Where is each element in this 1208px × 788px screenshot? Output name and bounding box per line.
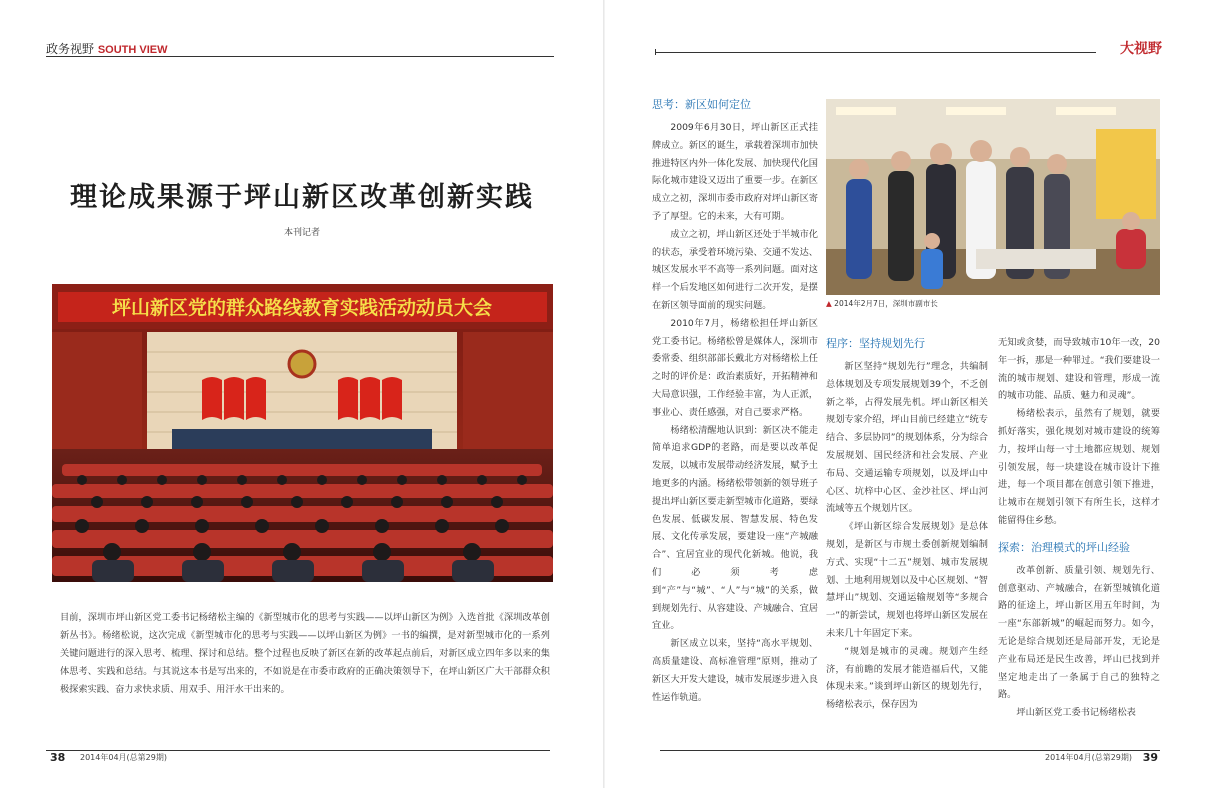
- article-title: 理论成果源于坪山新区改革创新实践: [70, 182, 534, 213]
- issue-info-right: 2014年04月(总第29期): [1045, 753, 1132, 762]
- paragraph: 改革创新、质量引领、规划先行、创意驱动、产城融合，在新型城镇化道路的征途上，坪山新区用五年时间，为一座“东部新城”的崛起而努力。如今，无论是综合规划还是局部开发，无论是产业布局还是民生改善，坪山已找到并坚定地走出了一条属于自己的独特之路。: [998, 564, 1160, 701]
- paragraph: 2010年7月，杨绪松担任坪山新区党工委书记。杨绪松曾是媒体人，深圳市委常委、组织部部长戴北方对杨绪松上任之时的评价是：政治素质好，开拓精神和大局意识强，工作经验丰富，为人正派，事业心、责任感强，对自己要求严格。: [652, 317, 818, 418]
- paragraph: 成立之初，坪山新区还处于半城市化的状态，承受着环境污染、交通不发达、城区发展水平不高等一系列问题。面对这样一个后发地区如何进行二次开发，是摆在新区领导面前的现实问题。: [652, 228, 818, 311]
- right-page: [604, 0, 1208, 788]
- paragraph: 杨绪松表示，虽然有了规划，就要抓好落实，强化规划对城市建设的统筹力，按坪山每一寸土地都应规划、规划引领发展，每一块建设在城市设计下推进，每一个项目都在创意引领下推进，让城市在规划引领下有所生长，这样才能留得住乡愁。: [998, 408, 1160, 526]
- paragraph: 无知或贪婪，而导致城市10年一改，20年一拆，那是一种罪过。“我们要建设一流的城市规划、建设和管理，形成一流的城市功能、品质、魅力和灵魂”。: [998, 337, 1160, 402]
- section-header: [46, 40, 168, 57]
- paragraph: 坪山新区党工委书记杨绪松表: [1016, 707, 1136, 719]
- paragraph: 2009年6月30日，坪山新区正式挂牌成立。新区的诞生，承载着深圳市加快推进特区内外一体化发展、加快现代化国际化城市建设又迈出了重要一步。在新区成立之初，深圳市委市政府对坪山新区寄予了厚望。它的未来，大有可期。: [652, 122, 818, 222]
- caption-text: 2014年2月7日，深圳市副市长: [834, 299, 938, 308]
- section-heading: 探索：治理模式的坪山经验: [998, 540, 1130, 554]
- conference-hall-illustration: [52, 284, 553, 582]
- page-number-right: 39: [1142, 751, 1158, 764]
- footer-rule: [46, 750, 550, 751]
- section-title-right: 大视野: [1120, 41, 1162, 57]
- header-rule: [656, 52, 1096, 53]
- paragraph: 杨绪松清醒地认识到：新区决不能走简单追求GDP的老路，而是要以改革促发展，以城市发展带动经济发展，赋予土地更多的内涵。杨绪松带领新的领导班子提出坪山新区要走新型城市化道路，要绿色发展、低碳发展、智慧发展、特色发展、文化传承发展，要建设一座“产城融合”、宜居宜业的现代化新城。他说，我们必须考虑到“产”与“城”、“人”与“城”的关系，做到规划先行、从容建设、产城融合、宜居宜业。: [652, 424, 818, 632]
- section-heading: 程序：坚持规划先行: [826, 337, 925, 350]
- banner-text: 坪山新区党的群众路线教育实践活动动员大会: [111, 297, 493, 319]
- paragraph: 新区成立以来，坚持“高水平规划、高质量建设、高标准管理”原则，推动了新区大开发大建设，城市发展逐步进入良性运作轨道。: [652, 638, 818, 703]
- paragraph: “规划是城市的灵魂。规划产生经济，有前瞻的发展才能造福后代，又能体现未来。”谈到坪山新区的规划先行，杨绪松表示，保存因为: [826, 645, 988, 711]
- header-rule: [46, 56, 554, 57]
- page-number-left: 38: [50, 751, 66, 764]
- section-heading: 思考：新区如何定位: [652, 98, 751, 111]
- footer-rule: [660, 750, 1160, 751]
- visit-scene-illustration: [826, 99, 1160, 295]
- article-byline: 本刊记者: [283, 228, 320, 238]
- photo-caption: [826, 298, 1160, 309]
- text-column-3: [998, 334, 1160, 745]
- paragraph: 新区坚持“规划先行”理念，共编制总体规划及专项发展规划39个，不乏创新之举，占得发展先机。坪山新区相关规划专家介绍，坪山目前已经建立“统专结合、多层协同”的规划体系，分为综合发展规划、国民经济和社会发展、产业布局、交通运输专项规划，以及坪山中心区、坑梓中心区、金沙社区、坪山河流域等五个规划片区。: [826, 361, 988, 515]
- section-header-right: [1120, 38, 1162, 58]
- text-column-2: [826, 334, 988, 745]
- paragraph: 《坪山新区综合发展规划》是总体规划，是新区与市规土委创新规划编制方式、实现“十二五”规划、城市发展规划、土地利用规划以及中心区规划、“智慧坪山”规划、交通运输规划等“多规合一”的新尝试，规划也将坪山新区发展在未来几十年固定下来。: [826, 521, 988, 639]
- section-title: 政务视野: [46, 42, 95, 56]
- issue-info-left: 2014年04月(总第29期): [80, 753, 167, 762]
- article-intro: 目前，深圳市坪山新区党工委书记杨绪松主编的《新型城市化的思考与实践——以坪山新区为例》入选首批《深圳改革创新丛书》。杨绪松说，这次完成《新型城市化的思考与实践——以坪山新区为例》一书的编撰，是对新型城市化的一系列关键问题进行的深入思考、梳理、探讨和总结。整个过程也反映了新区在新的改革起点前后，对新区成立四年多以来的集体思考、实践和总结。与其说这本书是写出来的，不如说是在市委市政府的正确决策领导下，在坪山新区广大干部群众积极探索实践、奋力求快求质、用双手、用汗水干出来的。: [60, 612, 550, 695]
- section-title-en: SOUTH VIEW: [97, 44, 168, 56]
- caption-marker-icon: ▲: [826, 299, 832, 308]
- conference-photo: [52, 284, 553, 582]
- text-column-1: [652, 95, 818, 745]
- visit-photo: [826, 99, 1160, 295]
